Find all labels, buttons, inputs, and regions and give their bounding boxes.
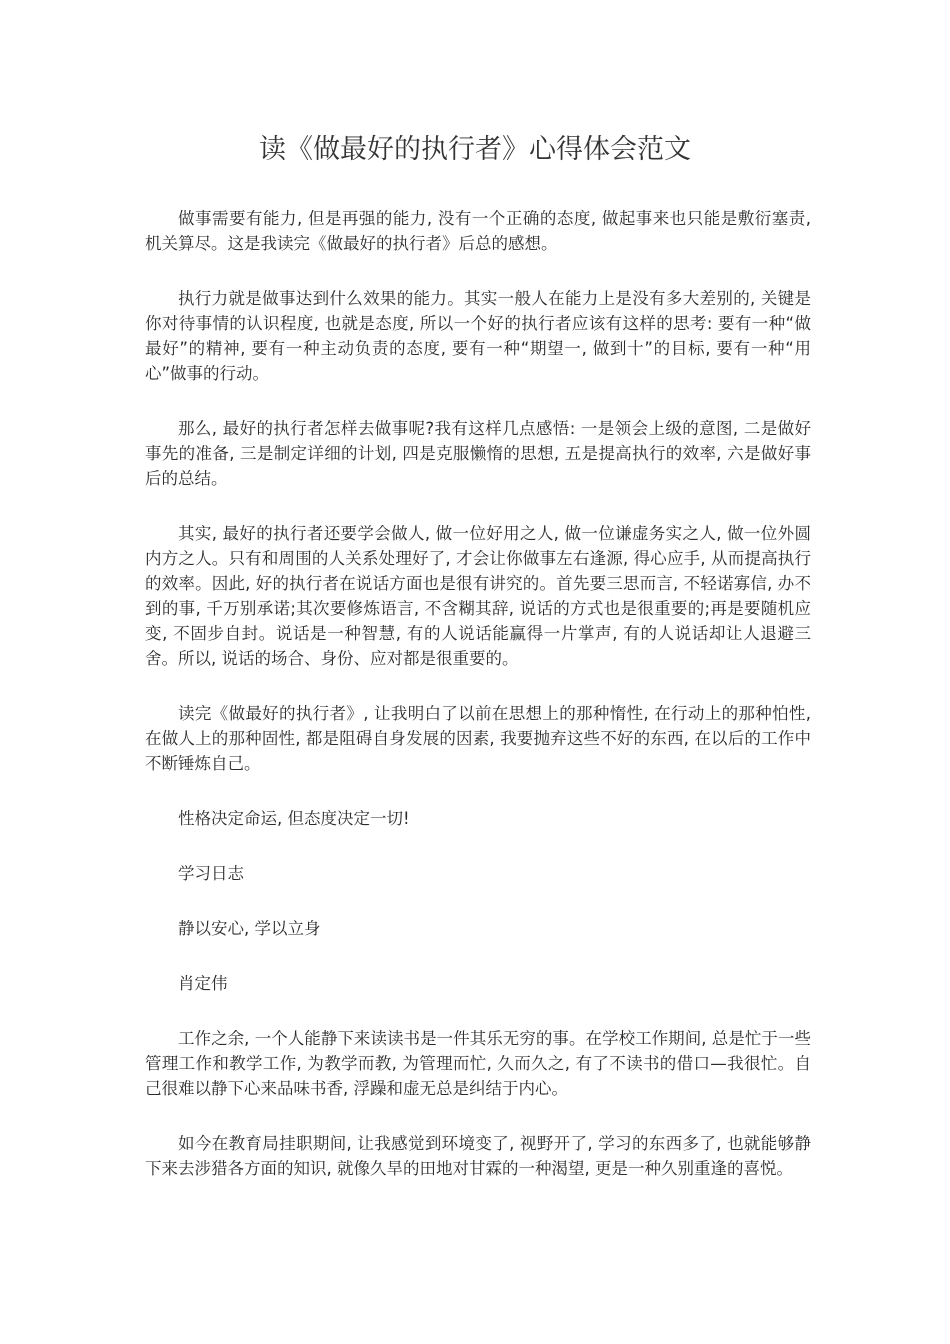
document-title: 读《做最好的执行者》心得体会范文 xyxy=(259,134,691,165)
paragraph: 执行力就是做事达到什么效果的能力。其实一般人在能力上是没有多大差别的, 关键是你对待事情的认识程度, 也就是态度, 所以一个好的执行者应该有这样的思考: 要有一种“做最好”的精神, 要有一种主动负责的态度, 要有一种“期望一, 做到十”的目标, 要有一种“用心”做事的行动。 xyxy=(145,289,811,383)
paragraph: 做事需要有能力, 但是再强的能力, 没有一个正确的态度, 做起事来也只能是敷衍塞责, 机关算尽。这是我读完《做最好的执行者》后总的感想。 xyxy=(145,209,811,253)
paragraph: 性格决定命运, 但态度决定一切! xyxy=(178,809,410,828)
paragraph: 肖定伟 xyxy=(178,974,228,993)
paragraph: 那么, 最好的执行者怎样去做事呢?我有这样几点感悟: 一是领会上级的意图, 二是做好事先的准备, 三是制定详细的计划, 四是克服懒惰的思想, 五是提高执行的效率, 六是做好事后的总结。 xyxy=(145,419,811,488)
paragraph: 静以安心, 学以立身 xyxy=(178,919,321,938)
paragraph: 读完《做最好的执行者》, 让我明白了以前在思想上的那种惰性, 在行动上的那种怕性, 在做人上的那种固性, 都是阻碍自身发展的因素, 我要抛弃这些不好的东西, 在以后的工作中不断锤炼自己。 xyxy=(145,704,811,773)
paragraph: 如今在教育局挂职期间, 让我感觉到环境变了, 视野开了, 学习的东西多了, 也就能够静下来去涉猎各方面的知识, 就像久旱的田地对甘霖的一种渴望, 更是一种久别重逢的喜悦。 xyxy=(145,1134,811,1178)
paragraph: 工作之余, 一个人能静下来读读书是一件其乐无穷的事。在学校工作期间, 总是忙于一些管理工作和教学工作, 为教学而教, 为管理而忙, 久而久之, 有了不读书的借口—我很忙。自己很难以静下心来品味书香, 浮躁和虚无总是纠结于内心。 xyxy=(145,1029,811,1098)
document-body xyxy=(145,206,811,1211)
paragraph: 学习日志 xyxy=(178,864,244,883)
paragraph: 其实, 最好的执行者还要学会做人, 做一位好用之人, 做一位谦虚务实之人, 做一位外圆内方之人。只有和周围的人关系处理好了, 才会让你做事左右逢源, 得心应手, 从而提高执行的效率。因此, 好的执行者在说话方面也是很有讲究的。首先要三思而言, 不轻诺寡信, 办不到的事, 千万别承诺;其次要修炼语言, 不含糊其辞, 说话的方式也是很重要的;再是要随机应变, 不固步自封。说话是一种智慧, 有的人说话能赢得一片掌声, 有的人说话却让人退避三舍。所以, 说话的场合、身份、应对都是很重要的。 xyxy=(145,524,811,668)
